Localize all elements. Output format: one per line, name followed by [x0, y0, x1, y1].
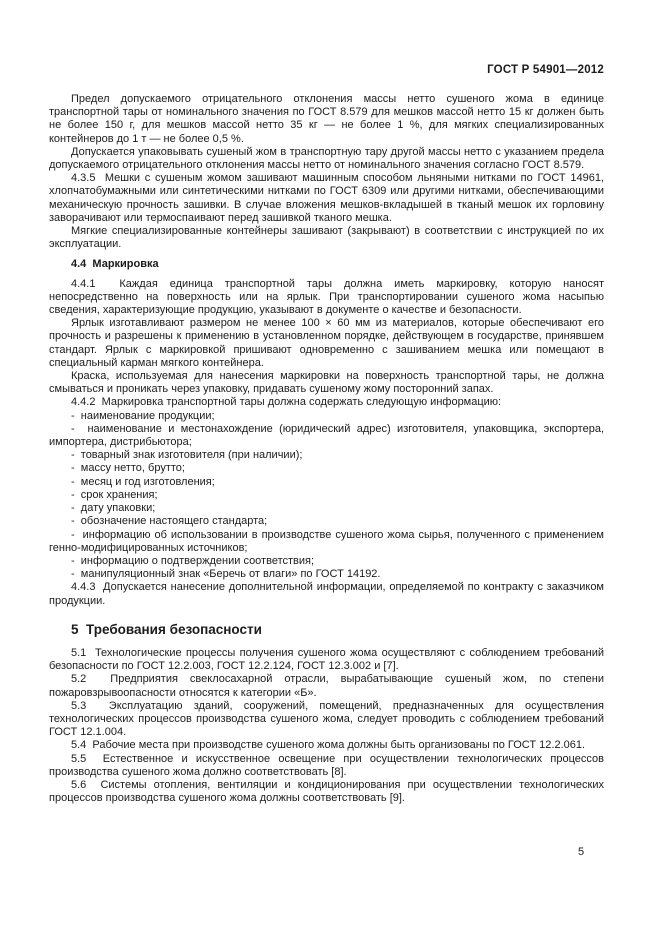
para-mass-deviation-limit: Предел допускаемого отрицательного отклонения массы нетто сушеного жома в единице транспортной тары от номинального значения по ГОСТ 8.579 для мешков массой нетто 15 кг должен быть не более 150 г, для мешков массой нетто 35 кг — не более 1 %, для мягких специализированных контейнеров до 1 т — не более 0,5 %. — [49, 93, 604, 145]
para-4-3-5-bag-sewing: 4.3.5 Мешки с сушеным жомом зашивают машинным способом льняными нитками по ГОСТ 14961, хлопчатобумажными или синтетическими нитками по ГОСТ 6309 или другими нитками, обеспечивающими механическую прочность зашивки. В случае вложения мешков-вкладышей в тканый мешок их горловину заворачивают или термоспаивают перед зашивкой тканого мешка. — [49, 172, 604, 224]
para-5-5-lighting: 5.5 Естественное и искусственное освещение при осуществлении технологических процессов производства сушеного жома должно соответствовать [8]. — [49, 752, 604, 778]
heading-4-4-marking: 4.4 Маркировка — [71, 258, 159, 271]
marking-list-item-standard-designation: - обозначение настоящего стандарта; — [71, 515, 268, 528]
para-other-net-mass: Допускается упаковывать сушеный жом в транспортную тару другой массы нетто с указанием предела допускаемого отрицательного отклонения массы нетто от номинального значения согласно ГОСТ 8.579. — [49, 145, 604, 172]
para-4-4-3-additional-info: 4.4.3 Допускается нанесение дополнительной информации, определяемой по контракту с заказчиком продукции. — [49, 581, 604, 607]
document-body — [49, 93, 604, 805]
marking-list-item-shelf-life: - срок хранения; — [71, 488, 158, 501]
marking-list-item-month-year: - месяц и год изготовления; — [71, 475, 215, 488]
para-5-6-heating-ventilation: 5.6 Системы отопления, вентиляции и кондиционирования при осуществлении технологических процессов производства сушеного жома должны соответствовать [9]. — [49, 778, 604, 805]
marking-list-item-trademark: - товарный знак изготовителя (при наличии); — [71, 449, 303, 462]
para-5-3-buildings-operation: 5.3 Эксплуатацию зданий, сооружений, помещений, предназначенных для осуществления технологических процессов производства сушеного жома, следует проводить с соблюдением требований ГОСТ 12.1.004. — [49, 699, 604, 739]
para-4-4-1-marking-application: 4.4.1 Каждая единица транспортной тары должна иметь маркировку, которую наносят непосредственно на поверхность или на ярлык. При транспортировании сушеного жома насыпью сведения, характеризующие продукцию, указывают в документе о качестве и безопасности. — [49, 277, 604, 317]
para-label-size-materials: Ярлык изготавливают размером не менее 100 × 60 мм из материалов, которые обеспечивают его прочность и разрешены к применению в установленном порядке, действующем в государстве, принявшем стандарт. Ярлык с маркировкой пришивают одновременно с зашиванием мешка или помещают в специальный карман мягкого контейнера. — [49, 317, 604, 369]
marking-list-item-handling-sign: - манипуляционный знак «Беречь от влаги» по ГОСТ 14192. — [71, 568, 381, 581]
para-4-4-2-marking-info-intro: 4.4.2 Маркировка транспортной тары должна содержать следующую информацию: — [71, 396, 502, 409]
heading-5-safety-requirements: 5 Требования безопасности — [71, 621, 262, 637]
marking-list-item-gmo-info: - информацию об использовании в производстве сушеного жома сырья, полученного с применением генно-модифицированных источников; — [49, 528, 604, 554]
document-code-header: ГОСТ Р 54901—2012 — [487, 64, 604, 76]
para-5-2-fire-explosion-category: 5.2 Предприятия свеклосахарной отрасли, вырабатывающие сушеный жом, по степени пожаровзрывоопасности относятся к категории «Б». — [49, 673, 604, 699]
marking-list-item-packing-date: - дату упаковки; — [71, 502, 156, 515]
para-5-4-workplaces: 5.4 Рабочие места при производстве сушеного жома должны быть организованы по ГОСТ 12.2.061. — [71, 739, 586, 752]
marking-list-item-manufacturer-address: - наименование и местонахождение (юридический адрес) изготовителя, упаковщика, экспортера, импортера, дистрибьютора; — [49, 422, 604, 449]
para-soft-containers-closing: Мягкие специализированные контейнеры зашивают (закрывают) в соответствии с инструкцией по их эксплуатации. — [49, 225, 604, 251]
marking-list-item-mass: - массу нетто, брутто; — [71, 462, 185, 475]
marking-list-item-conformity-info: - информацию о подтверждении соответствия; — [71, 554, 315, 567]
para-marking-paint: Краска, используемая для нанесения маркировки на поверхность транспортной тары, не должна смываться и проникать через упаковку, придавать сушеному жому посторонний запах. — [49, 370, 604, 396]
page-number: 5 — [578, 846, 585, 858]
para-5-1-process-safety: 5.1 Технологические процессы получения сушеного жома осуществляют с соблюдением требований безопасности по ГОСТ 12.2.003, ГОСТ 12.2.124, ГОСТ 12.3.002 и [7]. — [49, 646, 604, 673]
marking-list-item-product-name: - наименование продукции; — [71, 409, 215, 422]
